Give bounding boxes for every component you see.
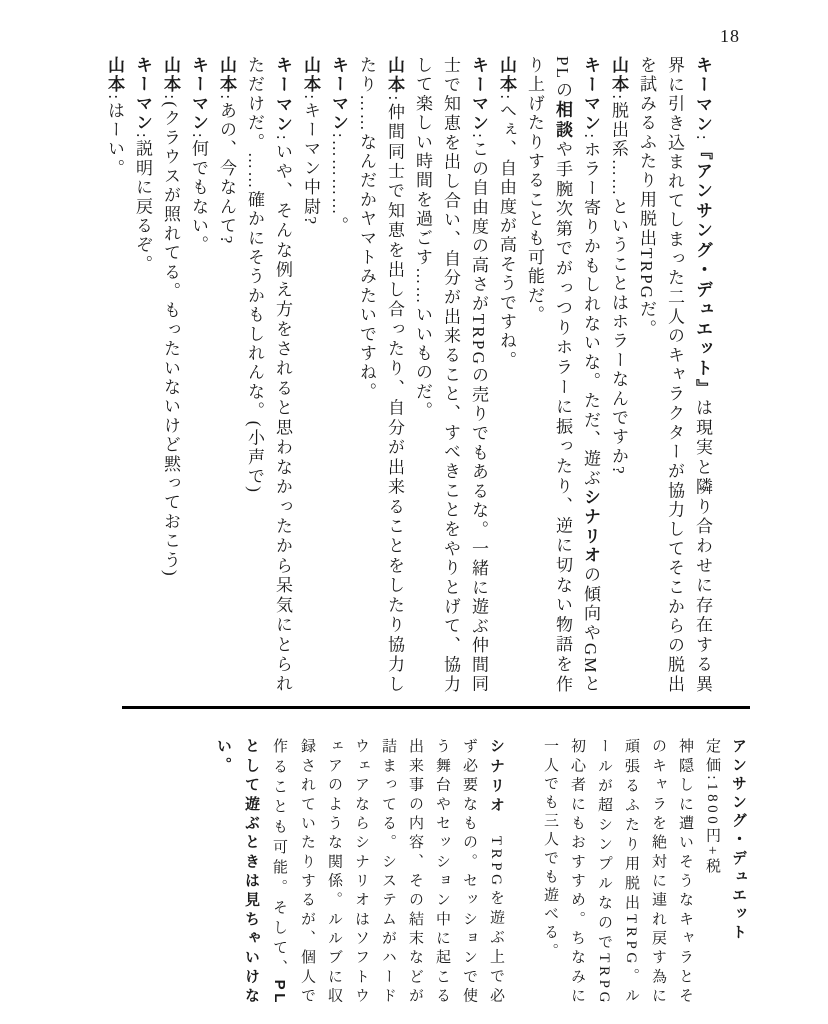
- dialogue-line: 山本:はーい。: [105, 56, 124, 179]
- dialogue-line: 山本:脱出系……ということはホラーなんですか?: [609, 56, 628, 476]
- dialogue-line: 山本:キーマン中尉?: [301, 56, 320, 227]
- glossary-entry-body: シナリオ TRPGを遊ぶ上で必ず必要なもの。セッションで使う舞台やセッション中に起こる出来事の内容、その結末などが詰まってる。システムがハードウェアならシナリオはソフトウェアのような関係。ルルブに収録されていたりするが、個人で作ることも可能。そして、PLとして遊ぶときは見ちゃいけない。: [215, 738, 505, 1006]
- glossary-entry: [536, 738, 752, 1006]
- dialogue-line: キーマン:ホラー寄りかもしれないな。ただ、遊ぶシナリオの傾向やGMとPLの相談や手腕次第でがっつりホラーに振ったり、逆に切ない物語を作り上げたりすることも可能だ。: [525, 56, 600, 694]
- dialogue-line: 山本:あの、今なんて?: [217, 56, 236, 246]
- glossary-section: [186, 738, 752, 1006]
- section-divider: [122, 706, 750, 709]
- glossary-entry-title: アンサング・デュエット: [730, 738, 747, 943]
- dialogue-line: キーマン:何でもない。: [189, 56, 208, 255]
- dialogue-line: キーマン:この自由度の高さがTRPGの売りでもあるな。一緒に遊ぶ仲間同士で知恵を出し合い、自分が出来ること、すべきことをやりとげて、協力して楽しい時間を過ごす……いいものだ。: [413, 56, 488, 694]
- dialogue-section: [94, 56, 716, 694]
- glossary-entry: [209, 738, 510, 1006]
- dialogue-line: 山本:仲間同士で知恵を出し合ったり、自分が出来ることをしたり協力したり……なんだかヤマトみたいですね。: [357, 56, 404, 694]
- dialogue-line: キーマン:いや、そんな例え方をされると思わなかったから呆気にとられただけだ。……確かにそうかもしれんな。(小声で): [245, 56, 292, 694]
- dialogue-line: 山本:(クラウスが照れてる。もったいないけど黙っておこう): [161, 56, 180, 578]
- dialogue-line: 山本:へぇ、自由度が高そうですね。: [497, 56, 516, 371]
- page-number: 18: [720, 26, 740, 46]
- dialogue-line: キーマン:説明に戻るぞ。: [133, 56, 152, 275]
- glossary-entry-price: 定価:1800円+税: [704, 738, 720, 877]
- dialogue-line: キーマン:『アンサング・デュエット』は現実と隣り合わせに存在する異界に引き込まれてしまった二人のキャラクターが協力してそこからの脱出を試みるふたり用脱出TRPGだ。: [637, 56, 712, 694]
- dialogue-line: キーマン:…………。: [329, 56, 348, 236]
- glossary-entry-body: 神隠しに遭いそうなキャラとそのキャラを絶対に連れ戻す為に頑張るふたり用脱出TRPG。ルールが超シンプルなのでTRPG初心者にもおすすめ。ちなみに一人でも三人でも遊べる。: [542, 738, 693, 1006]
